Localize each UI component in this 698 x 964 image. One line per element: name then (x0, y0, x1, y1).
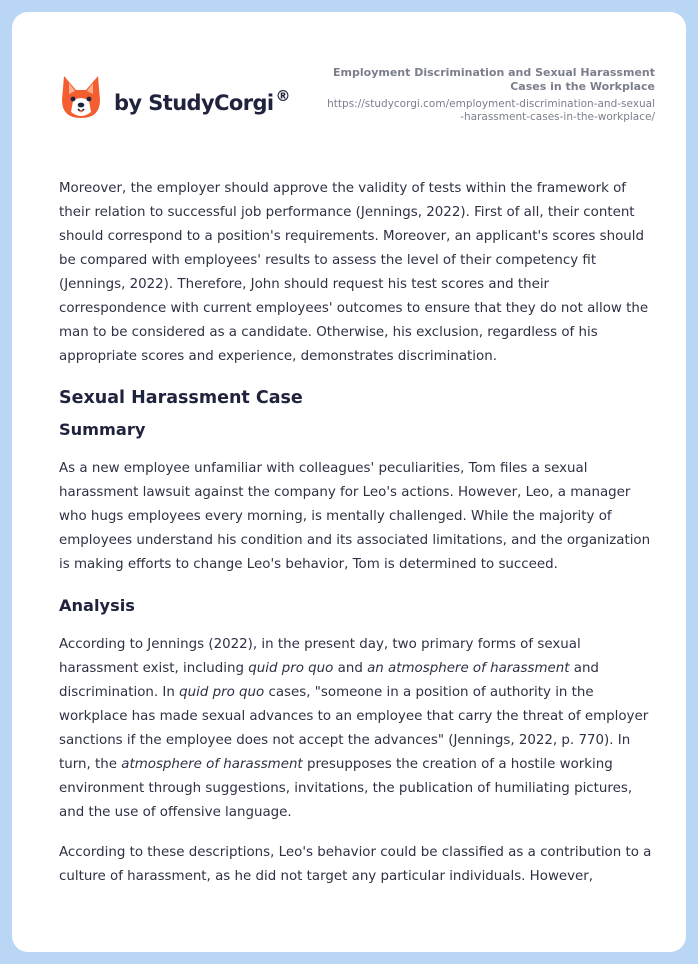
document-page (12, 12, 686, 952)
emphasis: an atmosphere of harassment (367, 661, 570, 676)
emphasis: quid pro quo (248, 661, 334, 676)
corgi-logo-icon (60, 74, 102, 120)
brand-logo[interactable] (60, 74, 290, 120)
paragraph: According to Jennings (2022), in the present day, two primary forms of sexual harassment exist, including quid pro quo and an atmosphere of harassment and discrimination. In quid pro quo cases, "someone in a position of authority in the workplace has made sexual advances to an employee that carry the threat of employer sanctions if the employee does not accept the advances" (Jennings, 2022, p. 770). In turn, the atmosphere of harassment presupposes the creation of a hostile working environment through suggestions, invitations, the publication of humiliating pictures, and the use of offensive language. (59, 637, 649, 820)
document-body (59, 177, 659, 905)
source-url[interactable]: https://studycorgi.com/employment-discrimination-and-sexual-harassment-cases-in-the-workplace/ (327, 98, 655, 123)
paragraph: Moreover, the employer should approve the validity of tests within the framework of their relation to successful job performance (Jennings, 2022). First of all, their content should correspond to a position's requirements. Moreover, an applicant's scores should be compared with employees' results to assess the level of their competency fit (Jennings, 2022). Therefore, John should request his test scores and their correspondence with current employees' outcomes to ensure that they do not allow the man to be considered as a candidate. Otherwise, his exclusion, regardless of his appropriate scores and experience, demonstrates discrimination. (59, 181, 649, 364)
registered-mark: ® (275, 87, 290, 105)
paragraph: As a new employee unfamiliar with colleagues' peculiarities, Tom files a sexual harassment lawsuit against the company for Leo's actions. However, Leo, a manager who hugs employees every morning, is mentally challenged. While the majority of employees understand his condition and its associated limitations, and the organization is making efforts to change Leo's behavior, Tom is determined to succeed. (59, 461, 651, 572)
page-header (12, 12, 686, 162)
source-info (325, 66, 655, 124)
emphasis: atmosphere of harassment (121, 757, 303, 772)
source-title: Employment Discrimination and Sexual Harassment Cases in the Workplace (333, 66, 655, 93)
emphasis: quid pro quo (179, 685, 265, 700)
section-heading: Sexual Harassment Case (59, 388, 303, 408)
brand-name: by StudyCorgi ® (114, 87, 290, 115)
subsection-heading-summary: Summary (59, 420, 146, 439)
subsection-heading-analysis: Analysis (59, 596, 135, 615)
paragraph: According to these descriptions, Leo's behavior could be classified as a contribution to a culture of harassment, as he did not target any particular individuals. However, (59, 845, 652, 884)
